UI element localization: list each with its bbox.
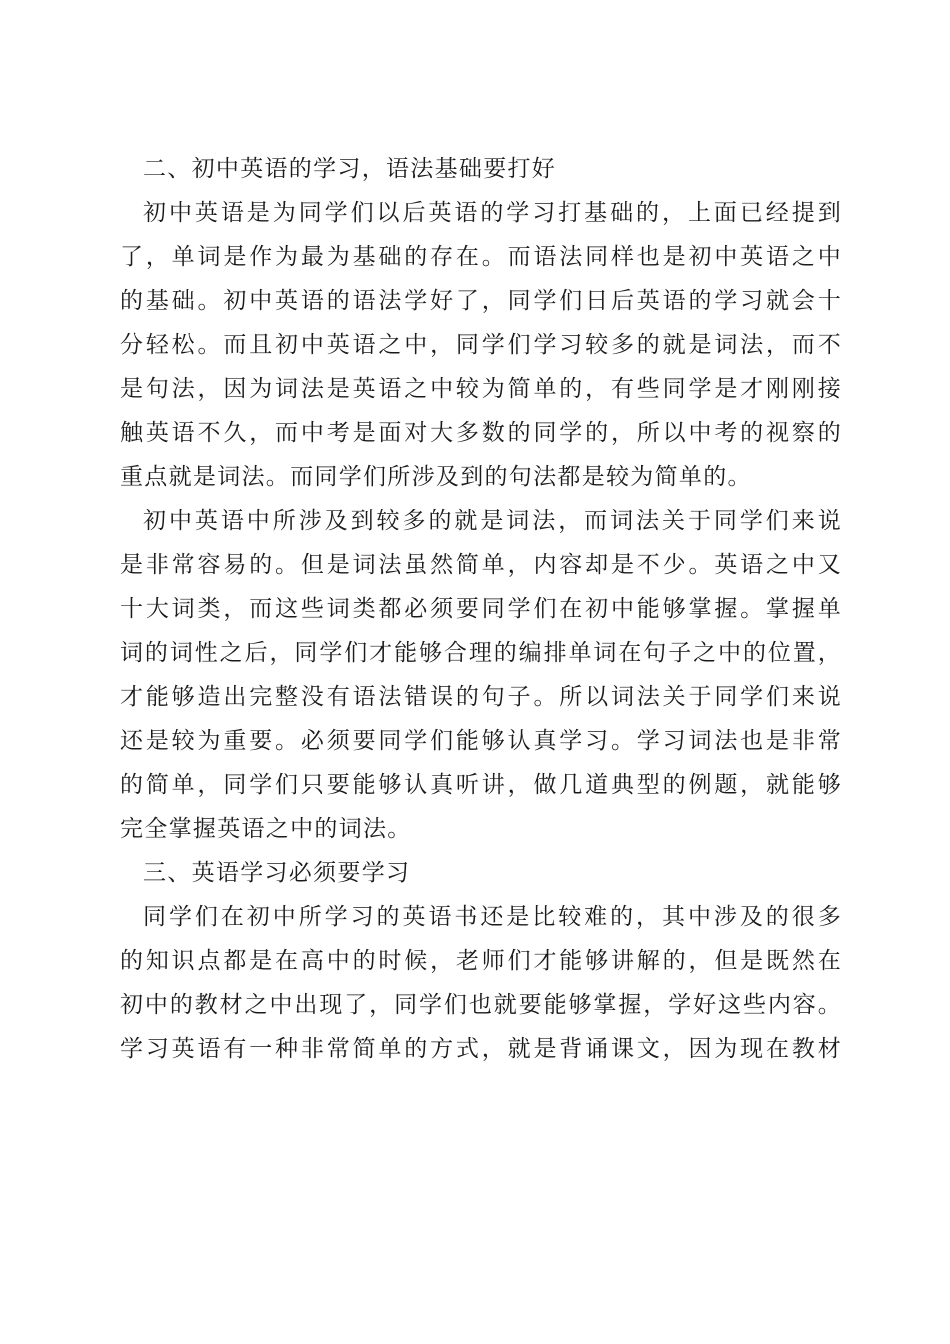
text-line: 的基础。初中英语的语法学好了，同学们日后英语的学习就会十 [120, 288, 842, 314]
text-line: 是非常容易的。但是词法虽然简单，内容却是不少。英语之中又 [120, 552, 842, 578]
text-line: 二、初中英语的学习，语法基础要打好 [143, 156, 557, 182]
text-line: 重点就是词法。而同学们所涉及到的句法都是较为简单的。 [120, 464, 752, 490]
text-line: 分轻松。而且初中英语之中，同学们学习较多的就是词法，而不 [120, 332, 842, 358]
text-line: 还是较为重要。必须要同学们能够认真学习。学习词法也是非常 [120, 728, 842, 754]
text-line: 初中的教材之中出现了，同学们也就要能够掌握，学好这些内容。 [120, 992, 842, 1018]
text-line: 同学们在初中所学习的英语书还是比较难的，其中涉及的很多 [143, 904, 842, 930]
text-line: 词的词性之后，同学们才能够合理的编排单词在句子之中的位置， [120, 640, 842, 666]
document-body [120, 147, 842, 1071]
text-line: 十大词类，而这些词类都必须要同学们在初中能够掌握。掌握单 [120, 596, 842, 622]
text-line: 三、英语学习必须要学习 [143, 860, 411, 886]
text-line: 才能够造出完整没有语法错误的句子。所以词法关于同学们来说 [120, 684, 842, 710]
text-line: 初中英语是为同学们以后英语的学习打基础的，上面已经提到 [143, 200, 842, 226]
text-line: 了，单词是作为最为基础的存在。而语法同样也是初中英语之中 [120, 244, 842, 270]
text-line: 触英语不久，而中考是面对大多数的同学的，所以中考的视察的 [120, 420, 842, 446]
text-line: 的简单，同学们只要能够认真听讲，做几道典型的例题，就能够 [120, 772, 842, 798]
text-line: 是句法，因为词法是英语之中较为简单的，有些同学是才刚刚接 [120, 376, 842, 402]
text-line: 初中英语中所涉及到较多的就是词法，而词法关于同学们来说 [143, 508, 842, 534]
text-line: 学习英语有一种非常简单的方式，就是背诵课文，因为现在教材 [120, 1036, 842, 1062]
text-line: 完全掌握英语之中的词法。 [120, 816, 412, 842]
text-line: 的知识点都是在高中的时候，老师们才能够讲解的，但是既然在 [120, 948, 842, 974]
